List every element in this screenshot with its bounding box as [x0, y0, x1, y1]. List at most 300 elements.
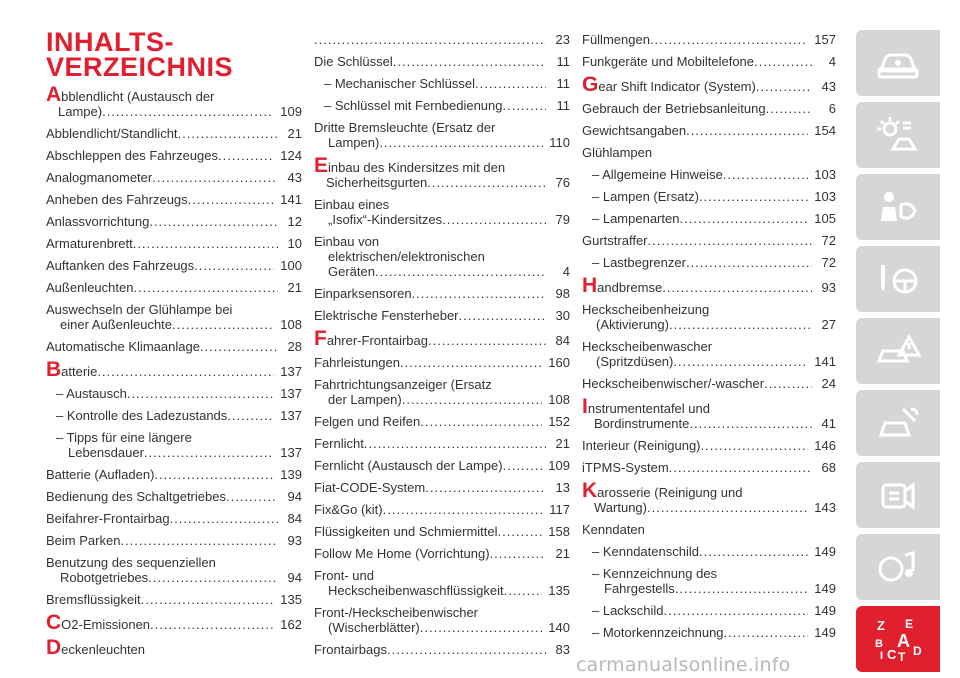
- index-entry[interactable]: [46, 339, 302, 354]
- leader-dots: [673, 354, 808, 369]
- index-entry[interactable]: [314, 157, 570, 190]
- index-entry[interactable]: [314, 308, 570, 323]
- index-entry[interactable]: [46, 555, 302, 585]
- index-entry[interactable]: [46, 467, 302, 482]
- entry-label: [314, 308, 546, 323]
- entry-label: [46, 280, 278, 295]
- entry-label: [582, 76, 812, 94]
- entry-text: Benutzung des sequenziellen: [46, 555, 216, 570]
- entry-text: atterie: [61, 364, 98, 379]
- entry-text: Heckscheibenwischer/-wascher: [582, 376, 765, 391]
- entry-text: – Allgemeine Hinweise: [592, 167, 723, 182]
- entry-text: Abschleppen des Fahrzeuges: [46, 148, 219, 163]
- page-number: 72: [821, 255, 836, 270]
- index-entry[interactable]: [582, 398, 836, 431]
- leader-dots: [664, 603, 809, 618]
- entry-text: Beim Parken: [46, 533, 121, 548]
- alphabetical-index-icon: [873, 617, 923, 661]
- tab-dashboard-lights[interactable]: [856, 102, 940, 168]
- section-initial: C: [46, 614, 62, 632]
- page-number: 137: [280, 386, 302, 401]
- page-number: 43: [821, 79, 836, 94]
- page-number: 110: [549, 135, 570, 150]
- index-entry[interactable]: [314, 605, 570, 635]
- page-number: 21: [287, 280, 302, 295]
- entry-label: [314, 234, 546, 279]
- entry-text: Fahrtrichtungsanzeiger (Ersatz: [314, 377, 492, 392]
- key-steering-wheel-icon: [873, 257, 923, 301]
- entry-label: [582, 54, 812, 69]
- index-entry[interactable]: [314, 458, 570, 473]
- page-number: 72: [821, 233, 836, 248]
- page-number: 84: [287, 511, 302, 526]
- index-entry[interactable]: [46, 489, 302, 504]
- page-number: 4: [562, 264, 570, 279]
- entry-text: – Kenndatenschild: [592, 544, 699, 559]
- index-subentry[interactable]: [582, 255, 836, 270]
- entry-text: – Lampen (Ersatz): [592, 189, 699, 204]
- page-number: 149: [814, 603, 836, 618]
- index-entry[interactable]: [582, 54, 836, 69]
- index-subentry[interactable]: [582, 167, 836, 182]
- page-number: 141: [814, 354, 836, 369]
- page-number: 11: [556, 54, 570, 69]
- page-number: 21: [555, 546, 570, 561]
- index-entry[interactable]: [314, 414, 570, 429]
- svg-text:I: I: [880, 650, 884, 661]
- leader-dots: [679, 211, 808, 226]
- entry-text: Front-/Heckscheibenwischer: [314, 605, 479, 620]
- page-number: 108: [548, 392, 570, 407]
- entry-text: ahrer-Frontairbag: [326, 333, 428, 348]
- page-number: 93: [287, 533, 302, 548]
- entry-text: ear Shift Indicator (System): [598, 79, 756, 94]
- entry-label: [46, 236, 278, 251]
- index-entry[interactable]: [314, 234, 570, 279]
- entry-label: [314, 377, 542, 407]
- index-entry[interactable]: [314, 330, 570, 348]
- leader-dots: [766, 101, 812, 116]
- leader-dots: [188, 192, 275, 207]
- leader-dots: [400, 355, 542, 370]
- index-entry[interactable]: [582, 376, 836, 391]
- entry-text: Einbau von: [314, 234, 380, 249]
- entry-label: [592, 566, 808, 596]
- index-entry[interactable]: [582, 460, 836, 475]
- page-number: 13: [555, 480, 570, 495]
- page-number: 6: [828, 101, 836, 116]
- entry-text: Fahrgestells: [604, 581, 675, 596]
- entry-text: Abblendlicht/Standlicht: [46, 126, 178, 141]
- index-entry[interactable]: [314, 355, 570, 370]
- page-number: 137: [280, 408, 302, 423]
- index-entry[interactable]: [314, 120, 570, 150]
- tab-car-safety[interactable]: [856, 174, 940, 240]
- entry-label: [592, 544, 808, 559]
- entry-text: – Lackschild: [592, 603, 664, 618]
- entry-label: [314, 642, 546, 657]
- leader-dots: [148, 570, 278, 585]
- leader-dots: [650, 32, 808, 47]
- index-subentry[interactable]: [46, 430, 302, 460]
- index-entry[interactable]: [314, 286, 570, 301]
- entry-text: Sicherheitsgurten: [326, 175, 428, 190]
- tab-car-info[interactable]: [856, 30, 940, 96]
- index-entry[interactable]: [314, 642, 570, 657]
- entry-text: Lebensdauer: [68, 445, 144, 460]
- index-entry[interactable]: [46, 639, 302, 657]
- entry-label: [46, 126, 278, 141]
- section-initial: A: [46, 86, 62, 106]
- entry-text: Fix&Go (kit): [314, 502, 383, 517]
- entry-label: [56, 430, 274, 460]
- index-subentry[interactable]: [314, 98, 570, 113]
- page-number: 68: [821, 460, 836, 475]
- entry-text: der Lampen): [328, 392, 402, 407]
- leader-dots: [393, 54, 546, 69]
- entry-label: [324, 98, 546, 113]
- entry-label: [314, 120, 543, 150]
- chapter-tabs: [856, 30, 946, 678]
- section-initial: I: [582, 398, 588, 418]
- entry-label: [46, 467, 274, 482]
- leader-dots: [152, 170, 278, 185]
- tab-multimedia[interactable]: [856, 534, 940, 600]
- leader-dots: [754, 54, 812, 69]
- entry-text: – Lampenarten: [592, 211, 680, 226]
- entry-label: [46, 148, 274, 163]
- index-entry[interactable]: [46, 126, 302, 141]
- leader-dots: [503, 458, 543, 473]
- leader-dots: [102, 104, 274, 119]
- leader-dots: [662, 280, 812, 295]
- entry-label: [314, 605, 542, 635]
- index-entry[interactable]: [46, 170, 302, 185]
- leader-dots: [420, 414, 542, 429]
- entry-label: [46, 639, 278, 657]
- page-number: 94: [287, 570, 302, 585]
- leader-dots: [498, 524, 543, 539]
- leader-dots: [647, 500, 808, 515]
- svg-text:A: A: [897, 631, 910, 651]
- index-subentry[interactable]: [46, 408, 302, 423]
- title-line-1: INHALTS-: [46, 27, 174, 57]
- entry-label: [46, 258, 274, 273]
- entry-text: – Kontrolle des Ladezustands: [56, 408, 228, 423]
- svg-text:E: E: [905, 617, 914, 631]
- page-number: 140: [548, 620, 570, 635]
- entry-label: [582, 302, 812, 332]
- leader-dots: [170, 511, 278, 526]
- entry-text: Dritte Bremsleuchte (Ersatz der: [314, 120, 496, 135]
- entry-label: [46, 86, 274, 119]
- entry-text: – Mechanischer Schlüssel: [324, 76, 476, 91]
- entry-label: [46, 302, 274, 332]
- entry-label: [582, 101, 812, 116]
- leader-dots: [364, 436, 546, 451]
- page-number: 135: [548, 583, 570, 598]
- page-number: 152: [548, 414, 570, 429]
- index-entry[interactable]: [46, 614, 302, 632]
- tab-alphabetical-index[interactable]: [856, 606, 940, 672]
- index-entry[interactable]: [582, 438, 836, 453]
- section-initial: E: [314, 157, 329, 177]
- entry-text: Bremsflüssigkeit: [46, 592, 141, 607]
- page-number: 137: [280, 364, 302, 379]
- entry-text: nstrumententafel und: [587, 401, 710, 416]
- entry-text: Heckscheibenwaschflüssigkeit: [328, 583, 504, 598]
- index-entry[interactable]: [46, 214, 302, 229]
- page-number: 93: [821, 280, 836, 295]
- leader-dots: [402, 392, 543, 407]
- section-initial: H: [582, 277, 598, 295]
- entry-label: [314, 546, 546, 561]
- index-heading: Glühlampen: [582, 145, 653, 160]
- index-entry[interactable]: [582, 277, 836, 295]
- index-entry[interactable]: [582, 302, 836, 332]
- section-initial: F: [314, 330, 327, 348]
- leader-dots: [97, 364, 274, 379]
- entry-text: Gewichtsangaben: [582, 123, 687, 138]
- index-entry[interactable]: [314, 54, 570, 69]
- svg-text:Z: Z: [877, 618, 885, 633]
- index-entry[interactable]: [582, 101, 836, 116]
- entry-text: Fiat-CODE-System: [314, 480, 426, 495]
- page-number: 43: [287, 170, 302, 185]
- leader-dots: [172, 317, 274, 332]
- entry-label: [582, 398, 812, 431]
- leader-dots: [141, 592, 275, 607]
- index-column-1: [46, 82, 302, 664]
- entry-text: Armaturenbrett: [46, 236, 133, 251]
- tab-car-maintenance[interactable]: [856, 390, 940, 456]
- page-number: 11: [556, 76, 570, 91]
- page-number: 24: [821, 376, 836, 391]
- leader-dots: [724, 625, 809, 640]
- entry-text: Frontairbags: [314, 642, 387, 657]
- index-column-2: [314, 32, 570, 664]
- leader-dots: [218, 148, 274, 163]
- index-entry[interactable]: [582, 233, 836, 248]
- entry-text: – Motorkennzeichnung: [592, 625, 724, 640]
- index-entry[interactable]: [314, 32, 570, 47]
- entry-label: [592, 625, 808, 640]
- entry-label: [314, 330, 546, 348]
- page-number: 105: [814, 211, 836, 226]
- leader-dots: [144, 445, 274, 460]
- index-entry[interactable]: [46, 258, 302, 273]
- leader-dots: [669, 460, 812, 475]
- index-subentry[interactable]: [582, 603, 836, 618]
- entry-text: Lampe): [58, 104, 103, 119]
- index-heading: Kenndaten: [582, 522, 645, 537]
- entry-label: [46, 170, 278, 185]
- index-subentry[interactable]: [582, 211, 836, 226]
- entry-text: „Isofix“-Kindersitzes: [328, 212, 443, 227]
- entry-label: [582, 339, 808, 369]
- page-number: 30: [555, 308, 570, 323]
- entry-text: (Wischerblätter): [328, 620, 420, 635]
- entry-text: Anlassvorrichtung: [46, 214, 150, 229]
- entry-label: [314, 54, 546, 69]
- index-entry[interactable]: [46, 280, 302, 295]
- entry-text: – Lastbegrenzer: [592, 255, 686, 270]
- index-subentry[interactable]: [582, 625, 836, 640]
- page-number: 109: [548, 458, 570, 473]
- tab-key-steering-wheel[interactable]: [856, 246, 940, 312]
- leader-dots: [227, 408, 274, 423]
- entry-text: (Spritzdüsen): [596, 354, 674, 369]
- leader-dots: [420, 620, 543, 635]
- leader-dots: [150, 617, 274, 632]
- index-entry[interactable]: [46, 86, 302, 119]
- index-entry[interactable]: [314, 436, 570, 451]
- index-entry[interactable]: [46, 302, 302, 332]
- index-entry[interactable]: [46, 361, 302, 379]
- page-number: 21: [287, 126, 302, 141]
- entry-label: [314, 502, 543, 517]
- entry-text: Batterie (Aufladen): [46, 467, 155, 482]
- page-number: 157: [814, 32, 836, 47]
- entry-label: [582, 460, 812, 475]
- entry-text: bblendlicht (Austausch der: [61, 89, 215, 104]
- entry-label: [582, 277, 812, 295]
- entry-text: O2-Emissionen: [61, 617, 151, 632]
- index-entry[interactable]: [314, 568, 570, 598]
- index-entry[interactable]: [46, 592, 302, 607]
- page-number: 79: [555, 212, 570, 227]
- leader-dots: [194, 258, 274, 273]
- index-entry[interactable]: [314, 502, 570, 517]
- index-subentry[interactable]: [582, 544, 836, 559]
- entry-label: [592, 255, 812, 270]
- index-entry[interactable]: [582, 32, 836, 47]
- entry-text: Einparksensoren: [314, 286, 412, 301]
- entry-label: [582, 123, 808, 138]
- entry-text: Flüssigkeiten und Schmiermittel: [314, 524, 498, 539]
- page-number: 149: [814, 581, 836, 596]
- leader-dots: [764, 376, 812, 391]
- entry-text: Heckscheibenwascher: [582, 339, 713, 354]
- page-number: 100: [280, 258, 302, 273]
- index-entry[interactable]: [46, 148, 302, 163]
- technical-data-icon: [873, 473, 923, 517]
- page-number: 12: [287, 214, 302, 229]
- leader-dots: [723, 167, 809, 182]
- entry-text: – Austausch: [56, 386, 127, 401]
- index-entry[interactable]: [582, 76, 836, 94]
- entry-label: [314, 458, 542, 473]
- page-number: 23: [555, 32, 570, 47]
- entry-text: eckenleuchten: [61, 642, 146, 657]
- entry-label: [314, 568, 542, 598]
- page-number: 76: [555, 175, 570, 190]
- entry-label: [46, 614, 274, 632]
- page-number: 139: [280, 467, 302, 482]
- entry-text: Funkgeräte und Mobiltelefone: [582, 54, 755, 69]
- entry-text: – Tipps für eine längere: [56, 430, 192, 445]
- entry-text: Analogmanometer: [46, 170, 153, 185]
- section-initial: B: [46, 361, 62, 379]
- index-entry[interactable]: [314, 546, 570, 561]
- entry-text: Anheben des Fahrzeugs: [46, 192, 188, 207]
- entry-label: [46, 511, 278, 526]
- entry-text: Fahrleistungen: [314, 355, 400, 370]
- index-entry[interactable]: [314, 524, 570, 539]
- tab-car-warning[interactable]: [856, 318, 940, 384]
- page-number: 141: [280, 192, 302, 207]
- page-number: 160: [548, 355, 570, 370]
- page-number: 41: [821, 416, 836, 431]
- leader-dots: [504, 583, 543, 598]
- entry-label: [582, 376, 812, 391]
- tab-technical-data[interactable]: [856, 462, 940, 528]
- page-number: 137: [280, 445, 302, 460]
- entry-label: [314, 524, 542, 539]
- entry-text: Die Schlüssel: [314, 54, 393, 69]
- entry-label: [314, 480, 546, 495]
- entry-text: Elektrische Fensterheber: [314, 308, 459, 323]
- entry-label: [324, 76, 546, 91]
- index-entry[interactable]: [314, 377, 570, 407]
- entry-text: Gebrauch der Betriebsanleitung: [582, 101, 766, 116]
- leader-dots: [375, 264, 546, 279]
- index-subentry[interactable]: [314, 76, 570, 91]
- index-subentry[interactable]: [46, 386, 302, 401]
- page-number: 94: [287, 489, 302, 504]
- entry-label: [592, 603, 808, 618]
- page-number: 117: [549, 502, 570, 517]
- index-subentry[interactable]: [582, 189, 836, 204]
- page-number: 28: [287, 339, 302, 354]
- leader-dots: [675, 581, 808, 596]
- page-number: 158: [548, 524, 570, 539]
- leader-dots: [120, 533, 278, 548]
- entry-label: [314, 414, 542, 429]
- leader-dots: [226, 489, 278, 504]
- leader-dots: [127, 386, 274, 401]
- multimedia-icon: [873, 545, 923, 589]
- index-entry[interactable]: [582, 482, 836, 515]
- leader-dots: [686, 123, 808, 138]
- index-entry[interactable]: [582, 339, 836, 369]
- entry-text: Fernlicht: [314, 436, 364, 451]
- index-entry[interactable]: [46, 511, 302, 526]
- index-entry[interactable]: [314, 197, 570, 227]
- leader-dots: [200, 339, 278, 354]
- title-line-2: VERZEICHNIS: [46, 52, 234, 82]
- page-number: 135: [280, 592, 302, 607]
- index-entry[interactable]: [46, 533, 302, 548]
- entry-label: [46, 214, 278, 229]
- index-entry[interactable]: [314, 480, 570, 495]
- leader-dots: [425, 480, 546, 495]
- entry-text: Bedienung des Schaltgetriebes: [46, 489, 226, 504]
- car-maintenance-icon: [873, 401, 923, 445]
- index-entry[interactable]: [582, 123, 836, 138]
- entry-text: – Schlüssel mit Fernbedienung: [324, 98, 503, 113]
- entry-label: [582, 32, 808, 47]
- index-subentry[interactable]: [582, 566, 836, 596]
- index-entry[interactable]: [46, 236, 302, 251]
- entry-text: inbau des Kindersitzes mit den: [328, 160, 506, 175]
- page-number: 10: [287, 236, 302, 251]
- watermark-text: carmanualsonline.info: [576, 654, 791, 676]
- index-entry[interactable]: [46, 192, 302, 207]
- entry-text: elektrischen/elektronischen: [328, 249, 485, 264]
- entry-text: einer Außenleuchte: [60, 317, 173, 332]
- entry-text: Heckscheibenheizung: [582, 302, 710, 317]
